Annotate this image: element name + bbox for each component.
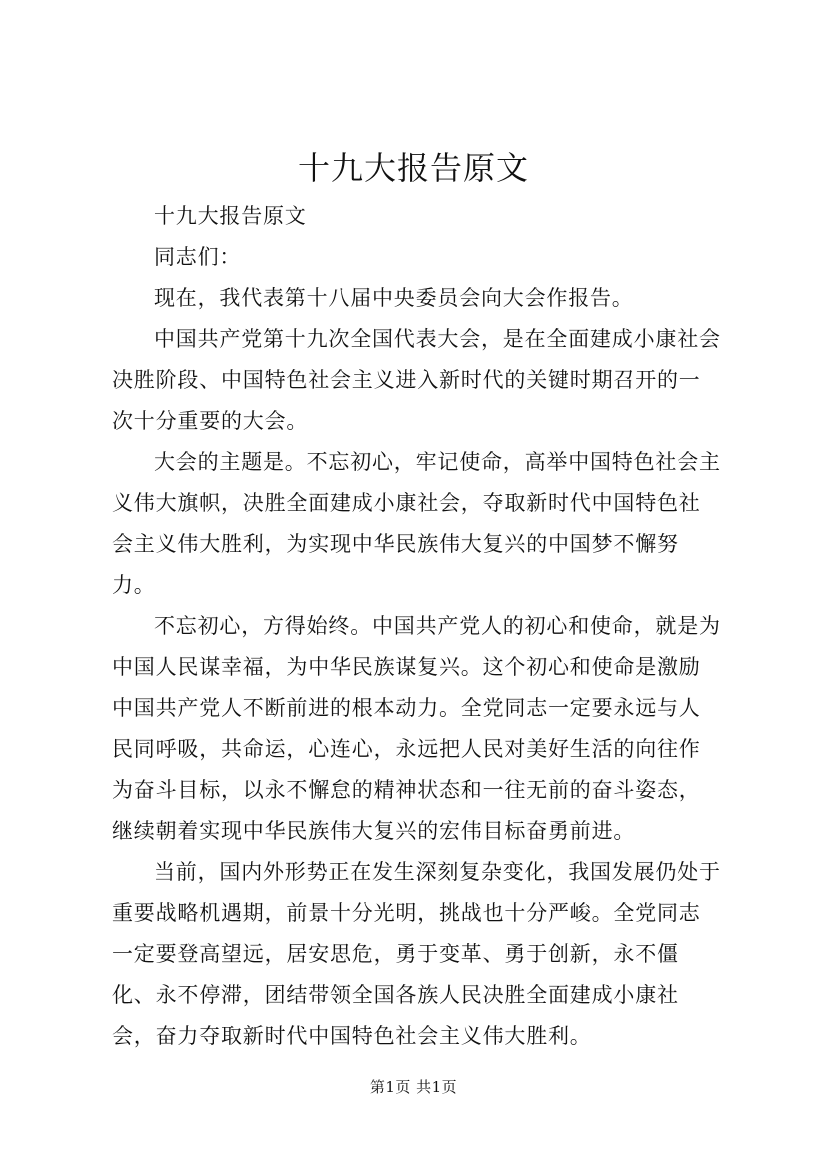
paragraph-current-situation: 当前，国内外形势正在发生深刻复杂变化，我国发展仍处于重要战略机遇期，前景十分光明，挑战也十分严峻。全党同志一定要登高望远，居安思危，勇于变革、勇于创新，永不僵化、永不停滞，团结带领全国各族人民决胜全面建成小康社会，奋力夺取新时代中国特色社会主义伟大胜利。 xyxy=(112,860,721,1048)
paragraph-opening: 现在，我代表第十八届中央委员会向大会作报告。 xyxy=(154,286,634,310)
paragraph-congress-theme: 大会的主题是。不忘初心，牢记使命，高举中国特色社会主义伟大旗帜，决胜全面建成小康社会，夺取新时代中国特色社会主义伟大胜利，为实现中华民族伟大复兴的中国梦不懈努力。 xyxy=(112,450,721,597)
paragraph-congress-significance: 中国共产党第十九次全国代表大会，是在全面建成小康社会决胜阶段、中国特色社会主义进入新时代的关键时期召开的一次十分重要的大会。 xyxy=(112,327,721,433)
paragraph-original-aspiration: 不忘初心，方得始终。中国共产党人的初心和使命，就是为中国人民谋幸福，为中华民族谋复兴。这个初心和使命是激励中国共产党人不断前进的根本动力。全党同志一定要永远与人民同呼吸，共命运，心连心，永远把人民对美好生活的向往作为奋斗目标，以永不懈怠的精神状态和一往无前的奋斗姿态，继续朝着实现中华民族伟大复兴的宏伟目标奋勇前进。 xyxy=(112,614,721,843)
paragraph-salutation: 同志们： xyxy=(154,245,242,269)
document-title: 十九大报告原文 xyxy=(297,149,529,187)
paragraph-subtitle: 十九大报告原文 xyxy=(154,204,307,228)
document-body xyxy=(112,196,722,1057)
page-footer: 第1页 共1页 xyxy=(369,1078,458,1096)
